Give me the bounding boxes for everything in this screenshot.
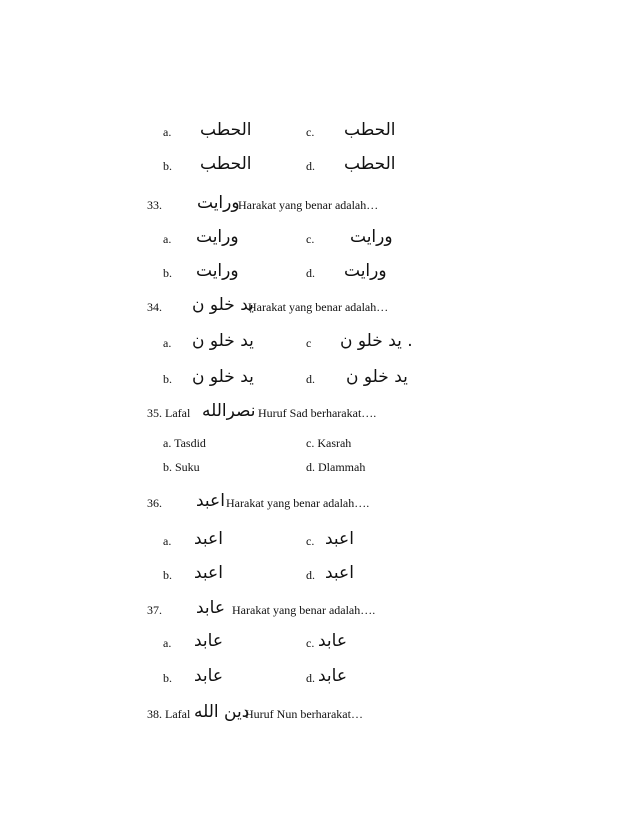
q36-arabic: اعبد: [196, 491, 225, 511]
q36-options-row-2: [0, 560, 638, 590]
q35-option-a: a. Tasdid: [163, 436, 206, 450]
q36-stem: [0, 488, 638, 518]
q33-option-d-letter: d.: [306, 266, 315, 280]
q37-option-d-letter: d.: [306, 671, 315, 685]
q34-option-c-letter: c: [306, 336, 312, 350]
q35-stem: [0, 398, 638, 428]
q36-option-a-letter: a.: [163, 534, 172, 548]
q32-option-a-arabic: الحطب: [200, 120, 252, 140]
q36-option-c-arabic: اعبد: [325, 529, 354, 549]
q34-text: Harakat yang benar adalah…: [248, 300, 389, 314]
q34-arabic: يد خلو ن: [192, 295, 254, 315]
q38-text: Huruf Nun berharakat…: [245, 707, 363, 721]
q35-options-row-2: [0, 454, 638, 484]
q36-option-c-letter: c.: [306, 534, 315, 548]
q37-stem: [0, 595, 638, 625]
q33-option-d-arabic: ورايت: [344, 261, 387, 281]
q33-options-row-2: [0, 258, 638, 288]
q37-options-row-2: [0, 663, 638, 693]
q34-stem: [0, 292, 638, 322]
q32-option-d-arabic: الحطب: [344, 154, 396, 174]
q33-option-a-letter: a.: [163, 232, 172, 246]
q37-number: 37.: [147, 603, 162, 617]
q35-option-d: d. Dlammah: [306, 460, 366, 474]
q37-arabic: عابد: [196, 598, 225, 618]
q32-options-row-2: [0, 151, 638, 181]
q37-option-a-letter: a.: [163, 636, 172, 650]
q33-option-b-arabic: ورايت: [196, 261, 239, 281]
q36-option-b-arabic: اعبد: [194, 563, 223, 583]
q32-option-c-letter: c.: [306, 125, 315, 139]
q33-number: 33.: [147, 198, 162, 212]
q34-option-d-arabic: يد خلو ن: [346, 367, 408, 387]
q37-options-row-1: [0, 628, 638, 658]
q36-option-d-arabic: اعبد: [325, 563, 354, 583]
q34-option-b-arabic: يد خلو ن: [192, 367, 254, 387]
q37-option-d-arabic: عابد: [318, 666, 347, 686]
q37-option-b-letter: b.: [163, 671, 172, 685]
q32-option-b-letter: b.: [163, 159, 172, 173]
q34-option-c-arabic: . يد خلو ن: [340, 331, 413, 351]
q37-option-a-arabic: عابد: [194, 631, 223, 651]
q34-option-a-letter: a.: [163, 336, 172, 350]
q38-arabic: دين الله: [194, 702, 250, 722]
q38-stem: [0, 699, 638, 729]
q32-option-d-letter: d.: [306, 159, 315, 173]
q34-options-row-2: [0, 364, 638, 394]
q34-option-b-letter: b.: [163, 372, 172, 386]
q33-options-row-1: [0, 224, 638, 254]
q34-options-row-1: [0, 328, 638, 358]
q36-text: Harakat yang benar adalah….: [226, 496, 370, 510]
q35-prefix: 35. Lafal: [147, 406, 191, 420]
q37-option-c-letter: c.: [306, 636, 315, 650]
q32-option-b-arabic: الحطب: [200, 154, 252, 174]
q35-text: Huruf Sad berharakat….: [258, 406, 377, 420]
q33-option-c-arabic: ورايت: [350, 227, 393, 247]
q33-stem: [0, 190, 638, 220]
q37-option-c-arabic: عابد: [318, 631, 347, 651]
q33-arabic: ورايت: [197, 193, 240, 213]
q33-option-b-letter: b.: [163, 266, 172, 280]
q36-number: 36.: [147, 496, 162, 510]
q38-prefix: 38. Lafal: [147, 707, 191, 721]
q35-option-b: b. Suku: [163, 460, 200, 474]
q34-option-a-arabic: يد خلو ن: [192, 331, 254, 351]
q37-text: Harakat yang benar adalah….: [232, 603, 376, 617]
q32-option-a-letter: a.: [163, 125, 172, 139]
q33-option-c-letter: c.: [306, 232, 315, 246]
q35-option-c: c. Kasrah: [306, 436, 352, 450]
q34-number: 34.: [147, 300, 162, 314]
q36-option-b-letter: b.: [163, 568, 172, 582]
q33-option-a-arabic: ورايت: [196, 227, 239, 247]
q36-options-row-1: [0, 526, 638, 556]
q36-option-d-letter: d.: [306, 568, 315, 582]
q33-text: Harakat yang benar adalah…: [238, 198, 379, 212]
q35-arabic: نصرالله: [202, 401, 256, 421]
q32-option-c-arabic: الحطب: [344, 120, 396, 140]
q36-option-a-arabic: اعبد: [194, 529, 223, 549]
q32-options-row-1: [0, 117, 638, 147]
q34-option-d-letter: d.: [306, 372, 315, 386]
q37-option-b-arabic: عابد: [194, 666, 223, 686]
